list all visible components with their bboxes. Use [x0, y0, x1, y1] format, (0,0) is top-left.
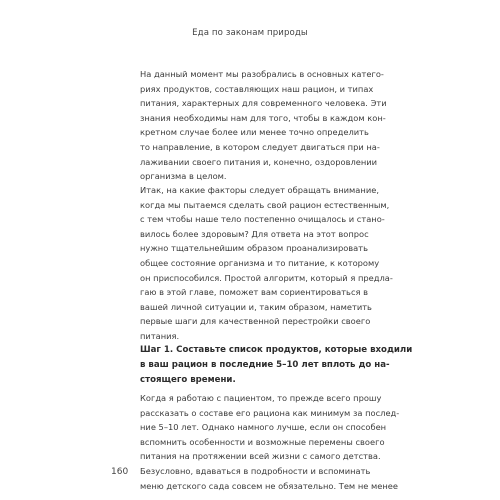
text-line: когда мы пытаемся сделать свой рацион естественным,	[140, 199, 390, 210]
text-line: организма в целом.	[140, 171, 227, 182]
paragraph-patient	[140, 391, 400, 493]
page-number: 160	[111, 467, 129, 477]
heading-line: Шаг 1. Составьте список продуктов, которые входили	[140, 345, 413, 355]
text-line: с тем чтобы наше тело постепенно очищалось и стано-	[140, 214, 385, 225]
text-line: гаю в этой главе, поможет вам сориентироваться в	[140, 287, 369, 298]
text-line: нужно тщательнейшим образом проанализировать	[140, 243, 368, 254]
step-1-heading	[140, 343, 413, 388]
text-line: рассказать о составе его рациона как минимум за послед-	[140, 407, 400, 418]
text-line: кретном случае более или менее точно определить	[140, 127, 369, 138]
heading-line: в ваш рацион в последние 5–10 лет вплоть до на-	[140, 360, 390, 370]
running-header: Еда по законам природы	[192, 28, 308, 38]
text-line: то направление, в котором следует двигаться при на-	[140, 141, 380, 152]
text-line: вашей личной ситуации и, таким образом, наметить	[140, 301, 372, 312]
text-line: питания на протяжении всей жизни с самого детства.	[140, 451, 381, 462]
text-line: Итак, на какие факторы следует обращать внимание,	[140, 185, 379, 195]
text-line: общее состояние организма и то питание, к которому	[140, 257, 380, 268]
paragraph-intro	[140, 67, 387, 184]
text-line: риях продуктов, составляющих наш рацион, и типах	[140, 83, 374, 94]
text-line: меню детского сада совсем не обязательно. Тем не менее	[140, 480, 398, 491]
text-line: питания, характерных для современного человека. Эти	[140, 98, 387, 109]
heading-line: стоящего времени.	[140, 375, 236, 385]
text-line: ние 5–10 лет. Однако намного лучше, если он способен	[140, 422, 387, 433]
text-line: он приспособился. Простой алгоритм, который я предла-	[140, 272, 393, 283]
text-line: На данный момент мы разобрались в основных катего-	[140, 69, 384, 79]
text-line: вилось более здоровым? Для ответа на этот вопрос	[140, 228, 369, 239]
text-line: питания.	[140, 330, 180, 341]
text-line: Безусловно, вдаваться в подробности и вспоминать	[140, 465, 371, 476]
text-line: Когда я работаю с пациентом, то прежде всего прошу	[140, 393, 382, 403]
paragraph-factors	[140, 183, 393, 344]
text-line: вспомнить особенности и возможные перемены своего	[140, 436, 385, 447]
text-line: первые шаги для качественной перестройки своего	[140, 316, 371, 327]
text-line: знания необходимы нам для того, чтобы в каждом кон-	[140, 112, 386, 123]
text-line: лаживании своего питания и, конечно, оздоровлении	[140, 156, 378, 167]
